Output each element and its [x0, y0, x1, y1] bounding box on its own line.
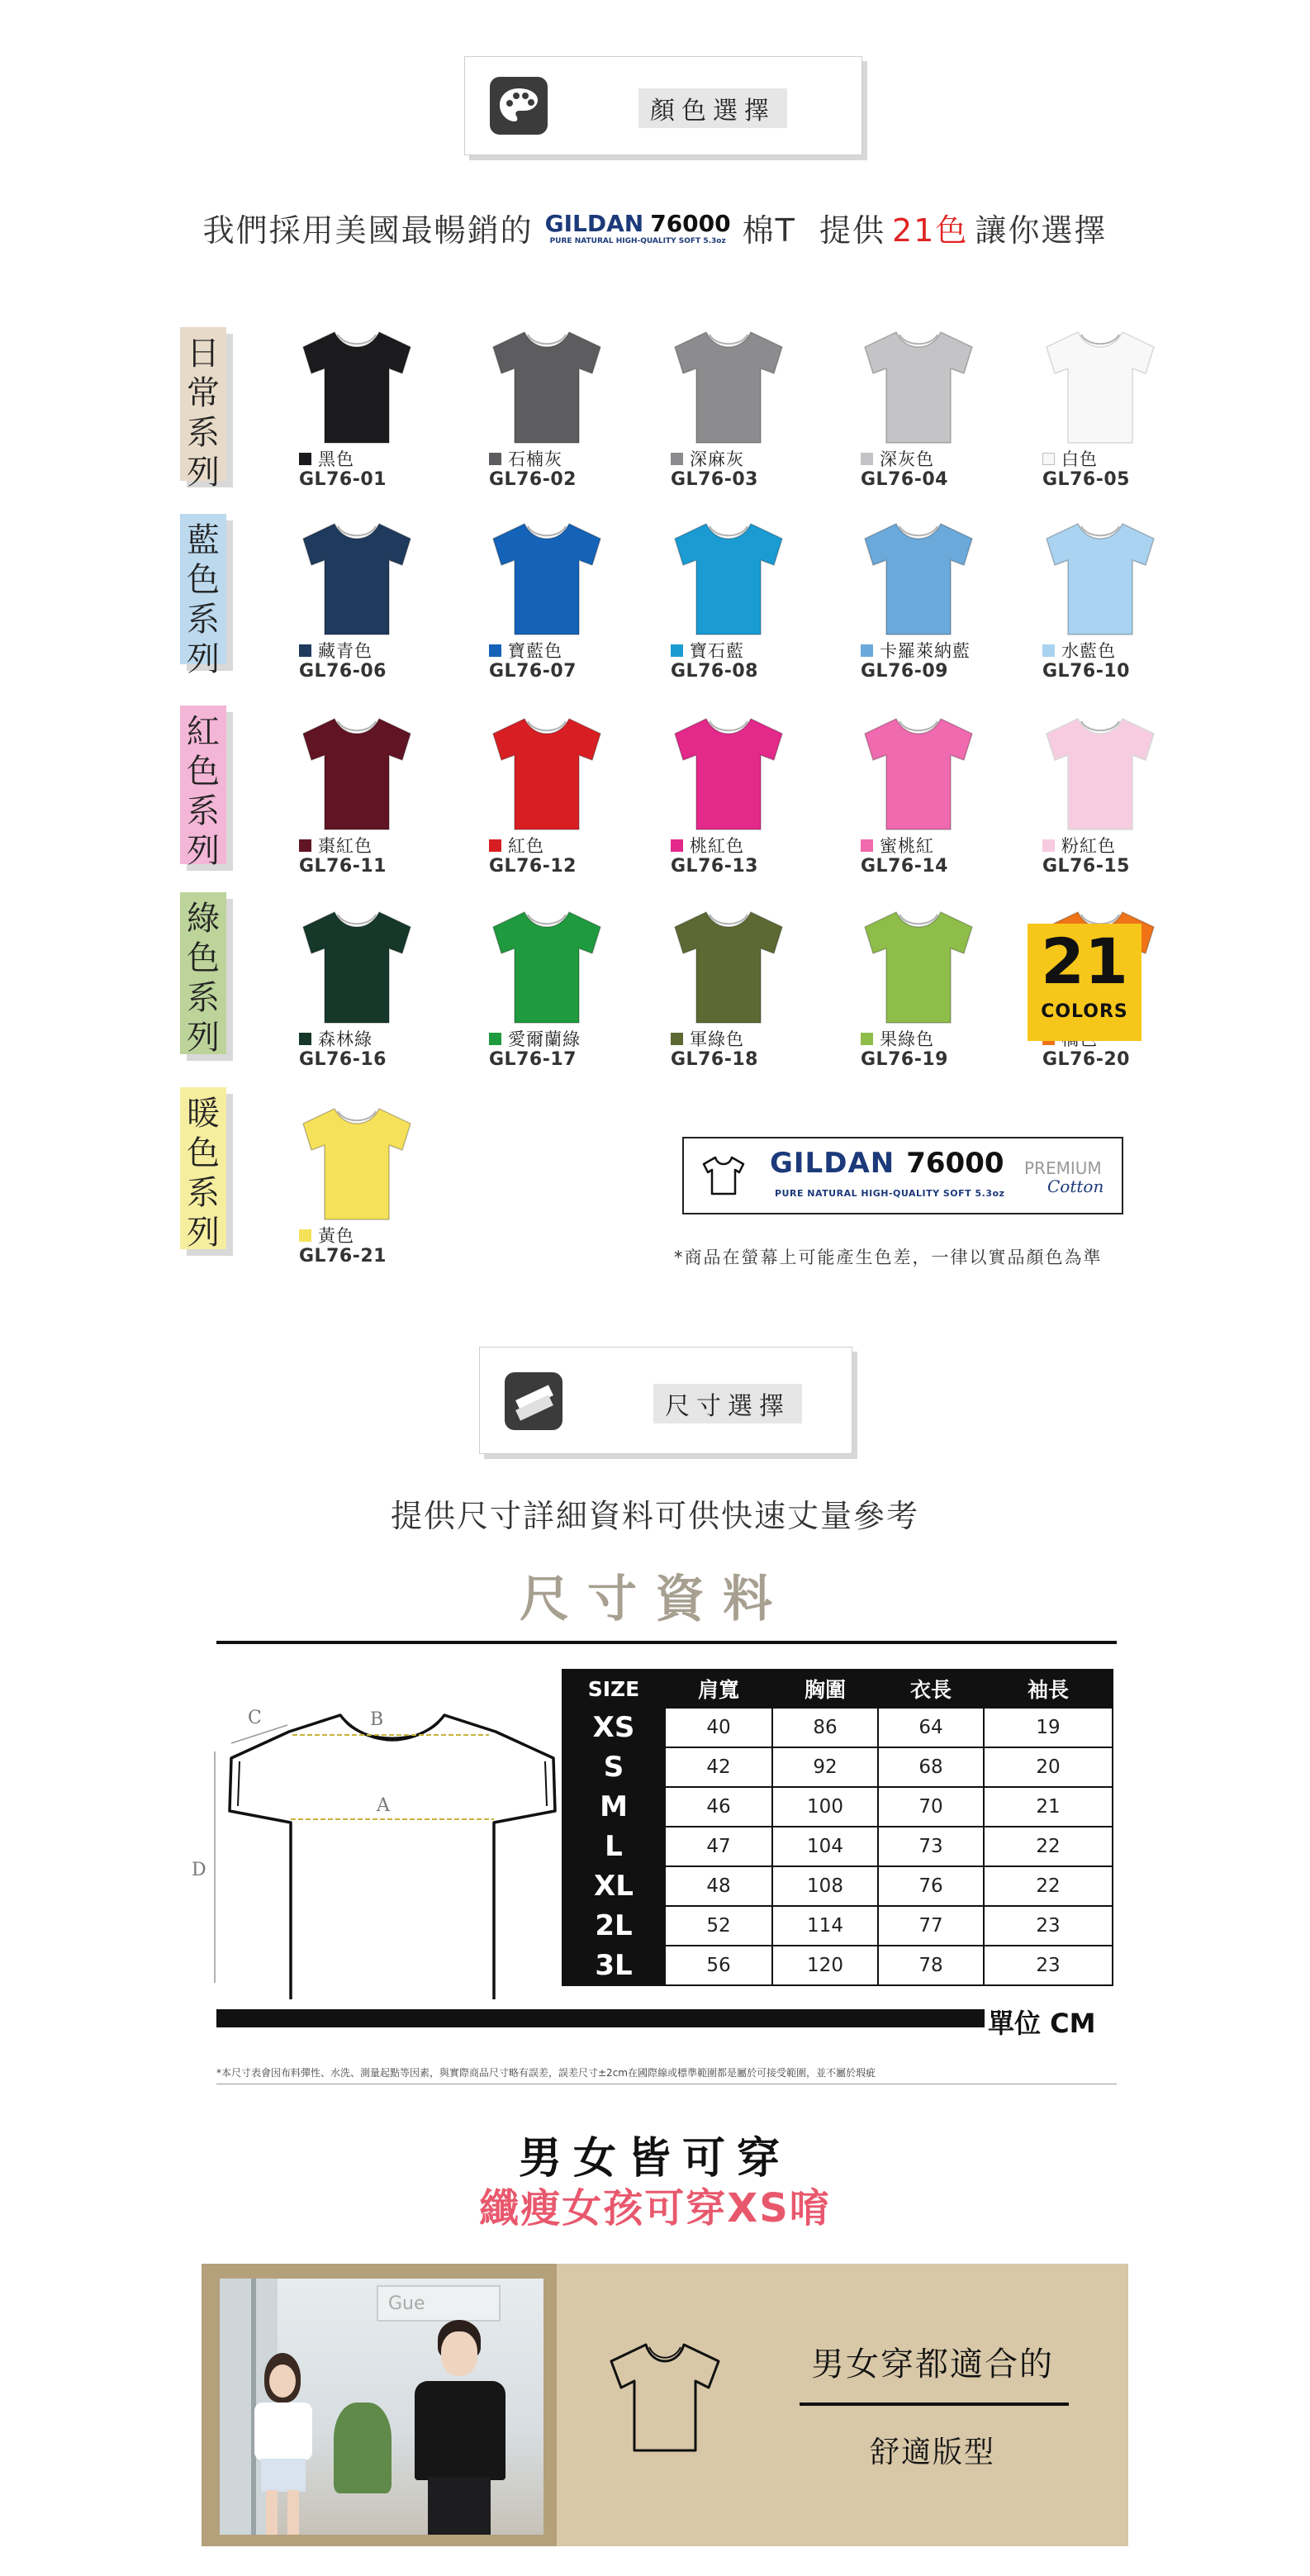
- color-chip: [671, 1033, 683, 1045]
- color-chip: [299, 453, 311, 465]
- color-chip: [489, 839, 501, 852]
- size-col-header: 袖長: [984, 1670, 1113, 1708]
- tshirt-icon: [477, 902, 617, 1026]
- color-chip: [299, 644, 311, 657]
- gildan-inline-logo: [545, 210, 731, 245]
- series-tab-4: 綠 色 系 列: [180, 892, 226, 1054]
- color-code: GL76-09: [861, 661, 948, 682]
- size-value: 40: [665, 1708, 772, 1747]
- size-value: 114: [772, 1906, 878, 1946]
- size-row: [562, 1946, 1113, 1985]
- color-name: [489, 638, 562, 663]
- color-chip: [489, 1033, 501, 1045]
- color-chip: [489, 453, 501, 465]
- color-code: GL76-15: [1042, 856, 1130, 877]
- color-name: [671, 833, 744, 858]
- plant: [334, 2403, 392, 2493]
- size-chart-title: 尺寸資料: [520, 1571, 790, 1628]
- color-name-text: 水藍色: [1061, 641, 1116, 661]
- color-swatch[interactable]: [274, 709, 439, 882]
- gildan-premium: PREMIUM: [1024, 1158, 1102, 1178]
- man-figure: [410, 2320, 509, 2535]
- color-name: [299, 1026, 373, 1051]
- color-chip: [489, 644, 501, 657]
- tshirt-icon: [477, 322, 617, 446]
- size-row: [562, 1708, 1113, 1747]
- size-value: 76: [878, 1866, 984, 1906]
- color-code: GL76-06: [299, 661, 387, 682]
- color-swatch[interactable]: [646, 514, 811, 687]
- gildan-cotton: Cotton: [1047, 1176, 1104, 1196]
- color-chip: [861, 453, 873, 465]
- unit-bar: [216, 2009, 985, 2027]
- color-name-text: 森林綠: [318, 1029, 373, 1049]
- fit-line-1: 男女皆可穿: [518, 2134, 791, 2184]
- color-name-text: 黑色: [318, 449, 354, 469]
- color-name: [299, 1223, 354, 1248]
- color-swatch[interactable]: [464, 514, 629, 687]
- color-name-text: 深灰色: [880, 449, 934, 469]
- series-tab-3: 紅 色 系 列: [180, 706, 226, 864]
- color-name-text: 桃紅色: [690, 836, 744, 856]
- ruler-icon: [505, 1372, 562, 1430]
- size-value: 70: [878, 1787, 984, 1827]
- tshirt-icon: [658, 514, 799, 638]
- color-swatch[interactable]: [1018, 709, 1183, 882]
- size-table-header: [562, 1670, 1113, 1708]
- color-swatch[interactable]: [464, 322, 629, 496]
- color-swatch[interactable]: [274, 1099, 439, 1272]
- fit-right-sub: 舒適版型: [869, 2436, 995, 2469]
- size-value: 73: [878, 1827, 984, 1866]
- color-swatch[interactable]: [646, 709, 811, 882]
- color-name-text: 石楠灰: [508, 449, 562, 469]
- color-chip: [299, 839, 311, 852]
- color-code: GL76-14: [861, 856, 948, 877]
- size-label: M: [562, 1787, 665, 1827]
- tshirt-icon: [287, 902, 427, 1026]
- color-code: GL76-10: [1042, 661, 1130, 682]
- size-value: 77: [878, 1906, 984, 1946]
- size-col-header: 衣長: [878, 1670, 984, 1708]
- color-name: [299, 833, 373, 858]
- series-tab-1: 日 常 系 列: [180, 327, 226, 481]
- size-footnote: *本尺寸表會因布料彈性、水洗、測量起點等因素，與實際商品尺寸略有誤差，誤差尺寸±2cm在國際線或標準範圍都是屬於可接受範圍，並不屬於瑕疵: [216, 2067, 876, 2079]
- size-value: 56: [665, 1946, 772, 1985]
- tshirt-diagram: [182, 1685, 562, 1999]
- size-value: 48: [665, 1866, 772, 1906]
- size-label: 3L: [562, 1946, 665, 1985]
- intro-count: 21色: [892, 212, 969, 249]
- color-swatch[interactable]: [464, 902, 629, 1076]
- size-section-title: 尺寸選擇: [653, 1384, 802, 1423]
- size-value: 78: [878, 1946, 984, 1985]
- color-name: [299, 446, 354, 471]
- tshirt-icon: [287, 322, 427, 446]
- size-row: [562, 1747, 1113, 1787]
- color-name-text: 黃色: [318, 1226, 354, 1246]
- color-swatch[interactable]: [1018, 514, 1183, 687]
- intro-model: 76000: [650, 210, 731, 237]
- fit-line-2: 纖瘦女孩可穿XS唷: [479, 2185, 831, 2231]
- unit-label: 單位 CM: [988, 2008, 1096, 2039]
- color-chip: [1042, 839, 1055, 852]
- color-swatch[interactable]: [464, 709, 629, 882]
- size-col-header: SIZE: [562, 1670, 665, 1708]
- tshirt-icon: [658, 902, 799, 1026]
- color-code: GL76-17: [489, 1049, 577, 1070]
- color-code: GL76-20: [1042, 1049, 1130, 1070]
- sign-text: Gue: [388, 2293, 425, 2314]
- color-chip: [1042, 453, 1055, 465]
- color-name: [489, 1026, 581, 1051]
- color-code: GL76-13: [671, 856, 758, 877]
- color-name: [671, 1026, 744, 1051]
- color-name-text: 粉紅色: [1061, 836, 1116, 856]
- color-swatch[interactable]: [274, 514, 439, 687]
- size-value: 19: [984, 1708, 1113, 1747]
- diagram-label-a: A: [377, 1795, 390, 1816]
- size-col-header: 肩寬: [665, 1670, 772, 1708]
- size-value: 104: [772, 1827, 878, 1866]
- fit-right-title: 男女穿都適合的: [811, 2345, 1054, 2384]
- size-value: 52: [665, 1906, 772, 1946]
- color-code: GL76-16: [299, 1049, 387, 1070]
- fit-right-rule: [800, 2403, 1069, 2406]
- color-chip: [299, 1229, 311, 1242]
- color-name-text: 白色: [1061, 449, 1098, 469]
- size-label: L: [562, 1827, 665, 1866]
- color-code: GL76-21: [299, 1246, 387, 1267]
- color-name-text: 棗紅色: [318, 836, 373, 856]
- color-swatch[interactable]: [274, 902, 439, 1076]
- gildan-product-box: [682, 1137, 1123, 1214]
- tshirt-icon: [477, 709, 617, 833]
- intro-prefix: 我們採用美國最暢銷的: [202, 212, 534, 249]
- diagram-label-b: B: [370, 1709, 384, 1730]
- color-swatch[interactable]: [274, 322, 439, 496]
- color-chip: [671, 453, 683, 465]
- color-code: GL76-07: [489, 661, 577, 682]
- diagram-label-c: C: [248, 1708, 262, 1728]
- size-value: 92: [772, 1747, 878, 1787]
- size-value: 64: [878, 1708, 984, 1747]
- size-value: 22: [984, 1866, 1113, 1906]
- color-chip: [861, 1033, 873, 1045]
- colors-count-number: 21: [1041, 924, 1128, 998]
- intro-suffix: 讓你選擇: [975, 212, 1108, 249]
- size-row: [562, 1866, 1113, 1906]
- color-name: [671, 638, 744, 663]
- tshirt-icon: [658, 322, 799, 446]
- tshirt-icon: [287, 709, 427, 833]
- size-row: [562, 1787, 1113, 1827]
- tshirt-icon: [477, 514, 617, 638]
- size-section-header: [479, 1347, 852, 1454]
- color-swatch[interactable]: [836, 514, 1001, 687]
- color-code: GL76-02: [489, 469, 577, 490]
- color-name: [861, 1026, 934, 1051]
- tshirt-icon: [848, 514, 989, 638]
- color-intro: [0, 205, 1310, 250]
- color-name: [1042, 638, 1116, 663]
- color-chip: [671, 644, 683, 657]
- colors-count-badge: [1028, 924, 1142, 1041]
- gildan-subtitle: PURE NATURAL HIGH-QUALITY SOFT 5.3oz: [775, 1188, 1005, 1199]
- color-name: [1042, 833, 1116, 858]
- color-code: GL76-11: [299, 856, 387, 877]
- color-chip: [861, 644, 873, 657]
- color-name-text: 藏青色: [318, 641, 373, 661]
- size-value: 20: [984, 1747, 1113, 1787]
- color-name-text: 紅色: [508, 836, 544, 856]
- color-section-title: 顏色選擇: [638, 88, 787, 128]
- size-col-header: 胸圍: [772, 1670, 878, 1708]
- color-code: GL76-04: [861, 469, 948, 490]
- color-name-text: 蜜桃紅: [880, 836, 934, 856]
- color-name: [861, 638, 971, 663]
- size-value: 120: [772, 1946, 878, 1985]
- tshirt-icon: [848, 322, 989, 446]
- color-name-text: 軍綠色: [690, 1029, 744, 1049]
- color-name: [299, 638, 373, 663]
- size-value: 23: [984, 1906, 1113, 1946]
- size-value: 68: [878, 1747, 984, 1787]
- top-rule: [216, 1641, 1117, 1644]
- color-swatch[interactable]: [1018, 322, 1183, 496]
- series-tab-5: 暖 色 系 列: [180, 1087, 226, 1249]
- intro-brand-sub: PURE NATURAL HIGH-QUALITY SOFT 5.3oz: [549, 237, 726, 245]
- color-chip: [671, 839, 683, 852]
- intro-mid: 棉T 提供: [742, 212, 886, 249]
- sign-board: [377, 2285, 501, 2322]
- color-chip: [299, 1033, 311, 1045]
- color-swatch[interactable]: [836, 322, 1001, 496]
- color-code: GL76-05: [1042, 469, 1130, 490]
- color-swatch[interactable]: [836, 902, 1001, 1076]
- size-label: XS: [562, 1708, 665, 1747]
- size-label: 2L: [562, 1906, 665, 1946]
- fit-photo-panel: [202, 2264, 557, 2546]
- size-value: 47: [665, 1827, 772, 1866]
- woman-figure: [249, 2353, 316, 2535]
- color-name: [861, 833, 934, 858]
- size-value: 86: [772, 1708, 878, 1747]
- tshirt-icon: [1030, 709, 1170, 833]
- size-value: 21: [984, 1787, 1113, 1827]
- color-name: [489, 446, 562, 471]
- tshirt-icon: [1030, 514, 1170, 638]
- color-chip: [1042, 644, 1055, 657]
- tshirt-outline-icon: [700, 1155, 747, 1196]
- size-value: 23: [984, 1946, 1113, 1985]
- color-swatch[interactable]: [836, 709, 1001, 882]
- color-swatch[interactable]: [646, 322, 811, 496]
- color-code: GL76-18: [671, 1049, 758, 1070]
- color-name: [671, 446, 744, 471]
- tshirt-icon: [287, 514, 427, 638]
- tshirt-icon: [1030, 322, 1170, 446]
- size-value: 108: [772, 1866, 878, 1906]
- size-value: 46: [665, 1787, 772, 1827]
- color-chip: [861, 839, 873, 852]
- color-name-text: 深麻灰: [690, 449, 744, 469]
- size-label: S: [562, 1747, 665, 1787]
- tshirt-outline-icon: [603, 2340, 727, 2455]
- tshirt-icon: [848, 902, 989, 1026]
- size-intro: 提供尺寸詳細資料可供快速丈量參考: [390, 1498, 919, 1534]
- color-code: GL76-03: [671, 469, 758, 490]
- size-value: 22: [984, 1827, 1113, 1866]
- color-name-text: 果綠色: [880, 1029, 934, 1049]
- size-row: [562, 1827, 1113, 1866]
- palette-icon: [490, 77, 548, 135]
- color-code: GL76-08: [671, 661, 758, 682]
- gildan-brand: GILDAN: [770, 1147, 895, 1180]
- color-name: [489, 833, 544, 858]
- gildan-model: 76000: [906, 1147, 1004, 1180]
- intro-brand: GILDAN: [544, 210, 644, 237]
- color-name: [861, 446, 934, 471]
- color-name: [1042, 446, 1098, 471]
- size-label: XL: [562, 1866, 665, 1906]
- color-name-text: 寶藍色: [508, 641, 562, 661]
- series-tab-2: 藍 色 系 列: [180, 514, 226, 664]
- fit-banner: [202, 2264, 1128, 2546]
- size-row: [562, 1906, 1113, 1946]
- size-value: 42: [665, 1747, 772, 1787]
- color-code: GL76-01: [299, 469, 387, 490]
- size-table: [562, 1669, 1113, 1986]
- tshirt-icon: [848, 709, 989, 833]
- color-code: GL76-12: [489, 856, 577, 877]
- color-code: GL76-19: [861, 1049, 948, 1070]
- diagram-label-d: D: [192, 1860, 206, 1880]
- color-name-text: 寶石藍: [690, 641, 744, 661]
- color-section-header: [464, 56, 862, 155]
- tshirt-icon: [287, 1099, 427, 1223]
- size-value: 100: [772, 1787, 878, 1827]
- color-swatch[interactable]: [646, 902, 811, 1076]
- colors-count-text: COLORS: [1041, 1001, 1128, 1022]
- tshirt-icon: [658, 709, 799, 833]
- color-name-text: 卡羅萊納藍: [880, 641, 971, 661]
- color-disclaimer: *商品在螢幕上可能產生色差，一律以實品顏色為準: [674, 1248, 1103, 1267]
- couple-photo: [220, 2279, 543, 2535]
- color-name-text: 愛爾蘭綠: [508, 1029, 581, 1049]
